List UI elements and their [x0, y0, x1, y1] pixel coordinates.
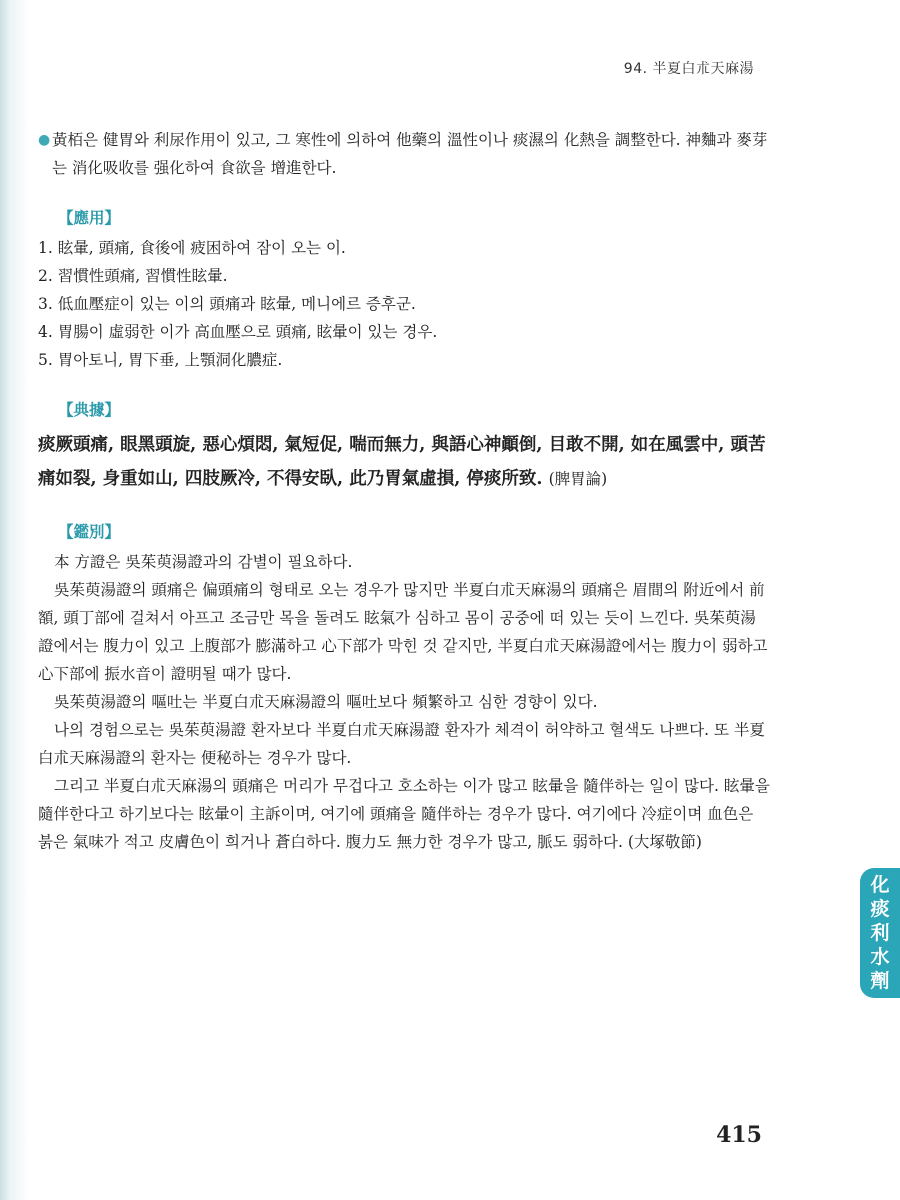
- intro-text: 黃栢은 健胃와 利尿作用이 있고, 그 寒性에 의하여 他藥의 溫性이나 痰濕의 化熱을 調整한다. 神麯과 麥芽는 消化吸收를 强化하여 食欲을 增進한다.: [52, 131, 768, 177]
- list-item: 5. 胃아토니, 胃下垂, 上顎洞化膿症.: [38, 351, 283, 369]
- body-paragraph: 나의 경험으로는 吳茱萸湯證 환자보다 半夏白朮天麻湯證 환자가 체격이 허약하고 혈색도 나쁘다. 또 半夏白朮天麻湯證의 환자는 便秘하는 경우가 많다.: [38, 721, 765, 767]
- list-item: 4. 胃腸이 虛弱한 이가 高血壓으로 頭痛, 眩暈이 있는 경우.: [38, 323, 438, 341]
- body-paragraph: 그리고 半夏白朮天麻湯의 頭痛은 머리가 무겁다고 호소하는 이가 많고 眩暈을 隨伴하는 일이 많다. 眩暈을 隨伴한다고 하기보다는 眩暈이 主訴이며, 여기에 頭痛을 隨伴하는 경우가 많다. 여기에다 冷症이며 血色은 붉은 氣味가 적고 皮膚色이 희거나 蒼白하다. 腹力도 無力한 경우가 많고, 脈도 弱하다. (大塚敬節): [38, 777, 770, 851]
- section-heading-application: 【應用】: [58, 209, 121, 227]
- chapter-side-tab: [860, 868, 900, 998]
- page-number: 415: [716, 1122, 762, 1148]
- side-tab-char: 水: [870, 946, 890, 968]
- list-item: 2. 習慣性頭痛, 習慣性眩暈.: [38, 267, 228, 285]
- quote-text: 痰厥頭痛, 眼黑頭旋, 惡心煩悶, 氣短促, 喘而無力, 與語心神顚倒, 目敢不開, 如在風雲中, 頭苦痛如裂, 身重如山, 四肢厥冷, 不得安臥, 此乃胃氣虛損, 停痰所致.: [38, 435, 766, 489]
- running-header: 94. 半夏白朮天麻湯: [623, 61, 754, 77]
- list-item: 1. 眩暈, 頭痛, 食後에 疲困하여 잠이 오는 이.: [38, 239, 346, 257]
- list-item: 3. 低血壓症이 있는 이의 頭痛과 眩暈, 메니에르 증후군.: [38, 295, 416, 313]
- application-list: [38, 234, 770, 374]
- side-tab-char: 化: [870, 874, 890, 896]
- section-heading-differentiation: 【鑑別】: [58, 523, 121, 541]
- body-paragraph: 吳茱萸湯證의 嘔吐는 半夏白朮天麻湯證의 嘔吐보다 頻繁하고 심한 경향이 있다.: [54, 693, 598, 711]
- bullet-icon: ●: [38, 132, 51, 148]
- classical-quote: [38, 428, 770, 496]
- side-tab-char: 痰: [870, 898, 890, 920]
- page-content: [38, 126, 770, 856]
- body-paragraph: 本 方證은 吳茱萸湯證과의 감별이 필요하다.: [54, 553, 353, 571]
- section-heading-source: 【典據】: [58, 401, 121, 419]
- side-tab-char: 利: [870, 922, 890, 944]
- quote-citation: (脾胃論): [548, 470, 608, 488]
- side-tab-char: 劑: [870, 970, 890, 992]
- body-paragraph: 吳茱萸湯證의 頭痛은 偏頭痛의 형태로 오는 경우가 많지만 半夏白朮天麻湯의 頭痛은 眉間의 附近에서 前額, 頭丁部에 걸쳐서 아프고 조금만 목을 돌려도 眩氣가 심하고 몸이 공중에 떠 있는 듯이 느낀다. 吳茱萸湯證에서는 腹力이 있고 上腹部가 膨滿하고 心下部가 막힌 것 같지만, 半夏白朮天麻湯證에서는 腹力이 弱하고 心下部에 振水音이 證明될 때가 많다.: [38, 581, 768, 683]
- intro-paragraph: [38, 126, 770, 182]
